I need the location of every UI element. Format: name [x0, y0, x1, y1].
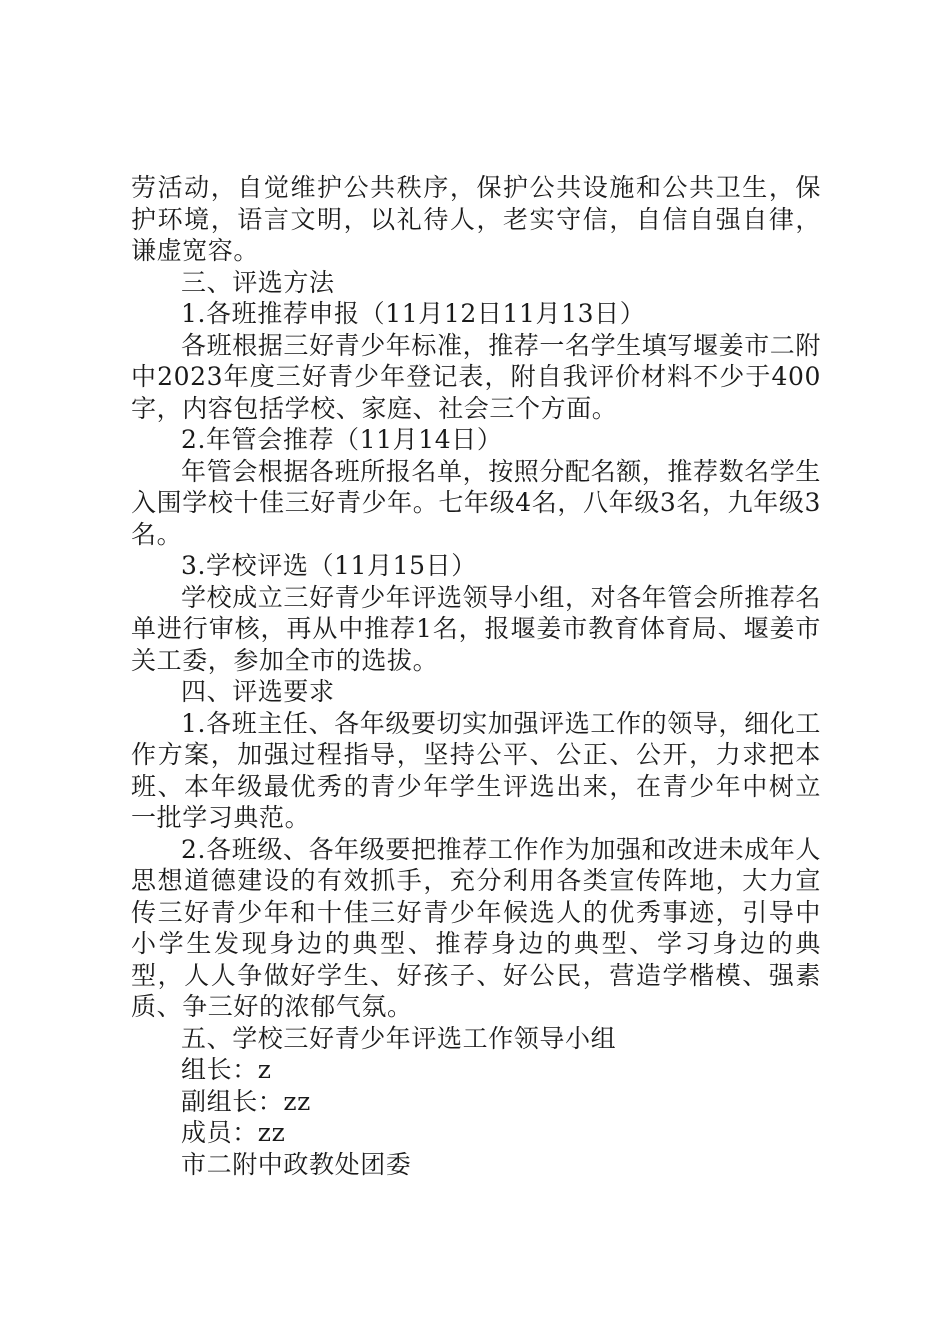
paragraph-requirement-2: 2.各班级、各年级要把推荐工作作为加强和改进未成年人思想道德建设的有效抓手，充分利用各类宣传阵地，大力宣传三好青少年和十佳三好青少年候选人的优秀事迹，引导中小学生发现身边的典型、推荐身边的典型、学习身边的典型，人人争做好学生、好孩子、好公民，营造学楷模、强素质、争三好的浓郁气氛。 [131, 834, 821, 1021]
document-body [131, 172, 821, 1180]
paragraph-class-recommendation: 各班根据三好青少年标准，推荐一名学生填写堰姜市二附中2023年度三好青少年登记表，附自我评价材料不少于400字，内容包括学校、家庭、社会三个方面。 [131, 330, 822, 423]
subheading-grade-recommendation: 2.年管会推荐（11月14日） [181, 425, 503, 454]
paragraph-grade-recommendation: 年管会根据各班所报名单，按照分配名额，推荐数名学生入围学校十佳三好青少年。七年级4名，八年级3名，九年级3名。 [131, 456, 822, 549]
members-line: 成员：zz [181, 1118, 286, 1147]
section-heading-evaluation-method: 三、评选方法 [181, 267, 335, 297]
section-heading-requirements: 四、评选要求 [181, 677, 335, 706]
issuer-line: 市二附中政教处团委 [181, 1149, 412, 1179]
group-leader-line: 组长：z [181, 1055, 272, 1084]
subheading-school-selection: 3.学校评选（11月15日） [181, 551, 477, 580]
subheading-class-recommendation: 1.各班推荐申报（11月12日11月13日） [181, 299, 646, 328]
paragraph-continuation: 劳活动，自觉维护公共秩序，保护公共设施和公共卫生，保护环境，语言文明，以礼待人，老实守信，自信自强自律，谦虚宽容。 [131, 173, 821, 265]
section-heading-leading-group: 五、学校三好青少年评选工作领导小组 [181, 1023, 617, 1053]
deputy-leader-line: 副组长：zz [181, 1086, 311, 1116]
paragraph-requirement-1: 1.各班主任、各年级要切实加强评选工作的领导，细化工作方案，加强过程指导，坚持公平、公正、公开，力求把本班、本年级最优秀的青少年学生评选出来，在青少年中树立一批学习典范。 [131, 708, 821, 832]
paragraph-school-selection: 学校成立三好青少年评选领导小组，对各年管会所推荐名单进行审核，再从中推荐1名，报堰姜市教育体育局、堰姜市关工委，参加全市的选拔。 [131, 582, 822, 675]
